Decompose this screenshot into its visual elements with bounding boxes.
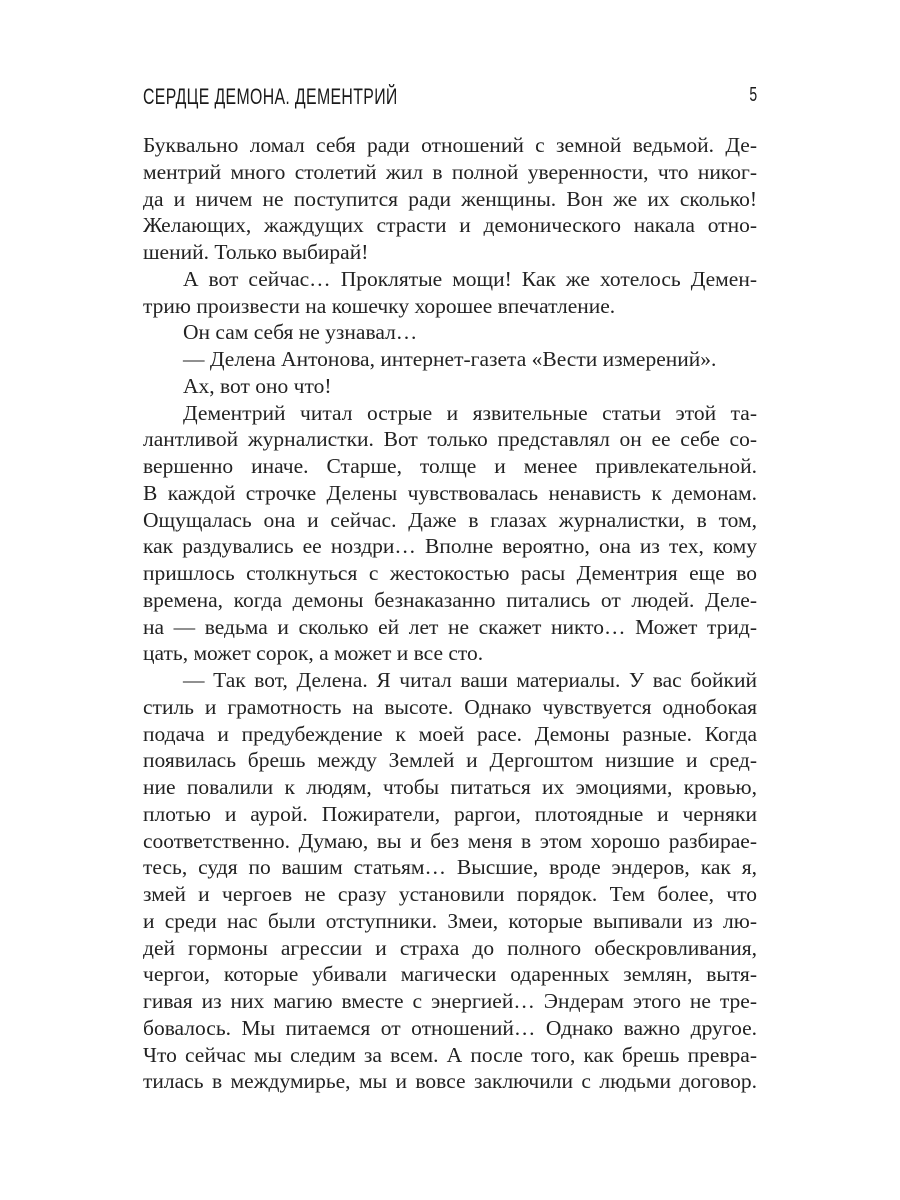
text-line: появилась брешь между Землей и Дергоштом низшие и сред-: [143, 748, 757, 773]
text-line: Желающих, жаждущих страсти и демонического накала отно-: [143, 213, 757, 238]
running-title: СЕРДЦЕ ДЕМОНА. ДЕМЕНТРИЙ: [143, 84, 398, 109]
page-header: [143, 84, 757, 114]
text-line: на — ведьма и сколько ей лет не скажет никто… Может трид-: [143, 614, 757, 639]
text-line: В каждой строчке Делены чувствовалась ненависть к демонам.: [143, 480, 757, 505]
text-line: тесь, судя по вашим статьям… Высшие, вроде эндеров, как я,: [143, 855, 757, 880]
text-line: вершенно иначе. Старше, толще и менее привлекательной.: [143, 454, 757, 478]
text-line: соответственно. Думаю, вы и без меня в этом хорошо разбирае-: [143, 828, 757, 853]
body-text: [143, 132, 757, 1095]
text-line: А вот сейчас… Проклятые мощи! Как же хотелось Демен-: [183, 266, 757, 291]
text-line: да и ничем не поступится ради женщины. Вон же их сколько!: [143, 186, 757, 211]
text-line: — Делена Антонова, интернет-газета «Вести измерений».: [183, 347, 717, 371]
text-line: Он сам себя не узнавал…: [183, 320, 418, 345]
text-line: бовалось. Мы питаемся от отношений… Однако важно другое.: [143, 1015, 757, 1040]
text-line: тилась в междумирье, мы и вовсе заключили с людьми договор.: [143, 1069, 757, 1094]
page-number: 5: [749, 84, 757, 106]
text-line: плотью и аурой. Пожиратели, раргои, плотоядные и черняки: [143, 801, 757, 826]
text-line: чергои, которые убивали магически одаренных землян, вытя-: [143, 962, 757, 987]
text-line: пришлось столкнуться с жестокостью расы Дементрия еще во: [143, 561, 757, 585]
text-line: лантливой журналистки. Вот только представлял он ее себе со-: [143, 427, 757, 452]
text-line: гивая из них магию вместе с энергией… Эндерам этого не тре-: [143, 989, 757, 1013]
text-line: шений. Только выбирай!: [143, 240, 369, 264]
text-line: как раздувались ее ноздри… Вполне вероятно, она из тех, кому: [143, 534, 757, 559]
text-line: трию произвести на кошечку хорошее впечатление.: [143, 293, 616, 318]
text-line: Ах, вот оно что!: [183, 373, 332, 398]
text-line: Ощущалась она и сейчас. Даже в глазах журналистки, в том,: [143, 507, 757, 532]
text-line: Дементрий читал острые и язвительные статьи этой та-: [183, 400, 757, 425]
text-line: Буквально ломал себя ради отношений с земной ведьмой. Де-: [143, 133, 757, 157]
text-line: ние повалили к людям, чтобы питаться их эмоциями, кровью,: [143, 775, 757, 799]
text-line: Что сейчас мы следим за всем. А после того, как брешь превра-: [143, 1042, 757, 1067]
text-line: подача и предубеждение к моей расе. Демоны разные. Когда: [143, 721, 757, 746]
text-line: стиль и грамотность на высоте. Однако чувствуется однобокая: [143, 694, 757, 719]
text-line: времена, когда демоны безнаказанно питались от людей. Деле-: [143, 587, 757, 612]
text-line: цать, может сорок, а может и все сто.: [143, 641, 484, 666]
text-line: — Так вот, Делена. Я читал ваши материалы. У вас бойкий: [183, 668, 757, 692]
text-line: ментрий много столетий жил в полной уверенности, что никог-: [143, 159, 757, 184]
text-line: змей и чергоев не сразу установили порядок. Тем более, что: [143, 882, 757, 906]
text-line: и среди нас были отступники. Змеи, которые выпивали из лю-: [143, 908, 757, 933]
text-line: дей гормоны агрессии и страха до полного обескровливания,: [143, 935, 757, 960]
